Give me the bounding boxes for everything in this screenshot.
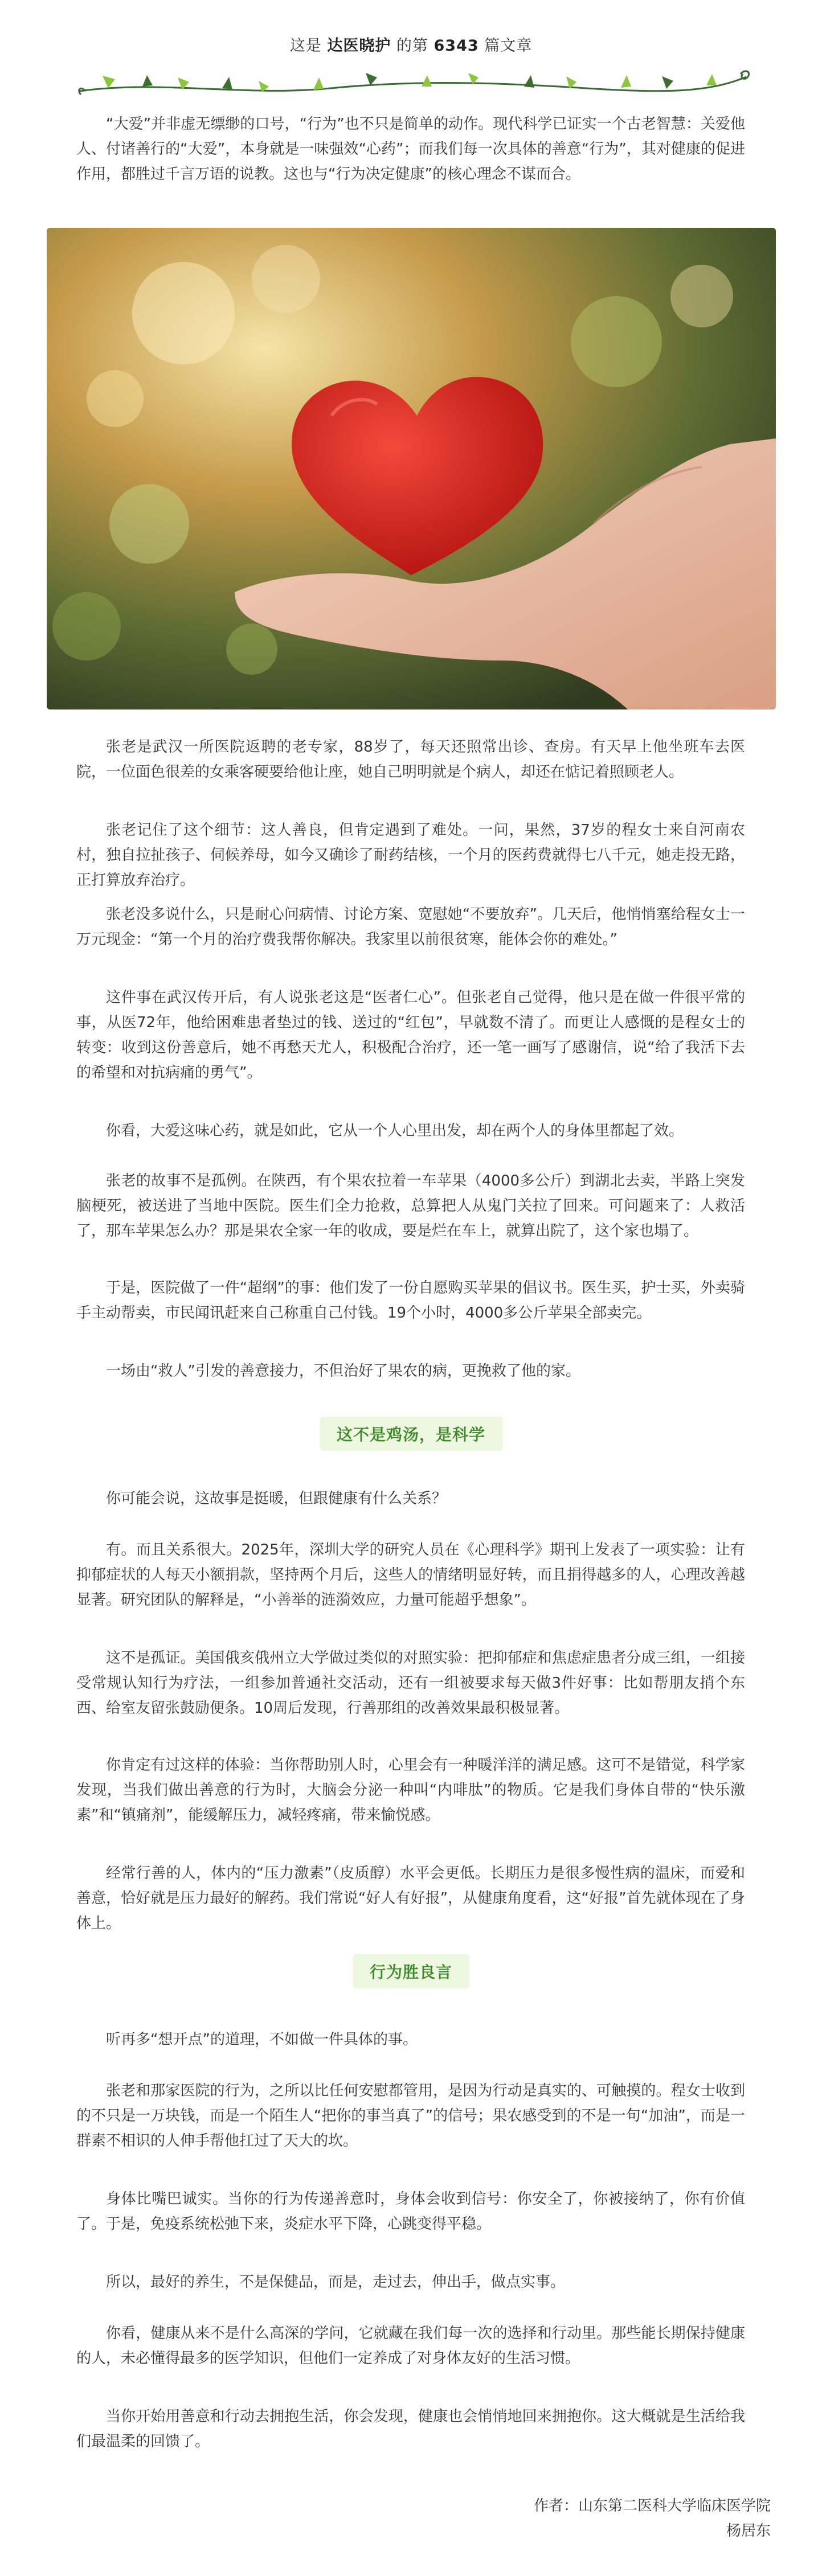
story-paragraph: 张老记住了这个细节：这人善良，但肯定遇到了难处。一问，果然，37岁的程女士来自河南农村，独自拉扯孩子、伺候养母，如今又确诊了耐药结核，一个月的医药费就得七八千元，她走投无路，正打算放弃治疗。: [76, 822, 745, 889]
story-paragraph: 张老没多说什么，只是耐心问病情、讨论方案、宽慰她“不要放弃”。几天后，他悄悄塞给程女士一万元现金：“第一个月的治疗费我帮你解决。我家里以前很贫寒，能体会你的难处。”: [76, 906, 745, 948]
author-name: 杨居东: [726, 2522, 771, 2540]
header-article-number: 6343: [434, 37, 479, 55]
article-header: [0, 33, 822, 55]
header-brand: 达医晓护: [327, 37, 391, 55]
story-paragraph: 这件事在武汉传开后，有人说张老这是“医者仁心”。但张老自己觉得，他只是在做一件很平常的事，从医72年，他给困难患者垫过的钱、送过的“红包”，早就数不清了。而更让人感慨的是程女士的转变：收到这份善意后，她不再愁天尤人，积极配合治疗，还一笔一画写了感谢信，说“给了我活下去的希望和对抗病痛的勇气”。: [76, 989, 745, 1081]
science-paragraph: 你肯定有过这样的体验：当你帮助别人时，心里会有一种暖洋洋的满足感。这可不是错觉，科学家发现，当我们做出善意的行为时，大脑会分泌一种叫“内啡肽”的物质。它是我们身体自带的“快乐激素”和“镇痛剂”，能缓解压力，减轻疼痛，带来愉悦感。: [76, 1757, 745, 1824]
science-paragraph: 有。而且关系很大。2025年，深圳大学的研究人员在《心理科学》期刊上发表了一项实验：让有抑郁症状的人每天小额捐款，坚持两个月后，这些人的情绪明显好转，而且捐得越多的人，心理改善越显著。研究团队的解释是，“小善举的涟漪效应，力量可能超乎想象”。: [76, 1541, 745, 1609]
story-paragraph: 于是，医院做了一件“超纲”的事：他们发了一份自愿购买苹果的倡议书。医生买，护士买，外卖骑手主动帮卖，市民闻讯赶来自己称重自己付钱。19个小时，4000多公斤苹果全部卖完。: [76, 1279, 745, 1322]
hero-image: [47, 228, 776, 709]
story-paragraph: 一场由“救人”引发的善意接力，不但治好了果农的病，更挽救了他的家。: [106, 1363, 580, 1380]
action-paragraph: 所以，最好的养生，不是保健品，而是，走过去，伸出手，做点实事。: [106, 2274, 566, 2291]
action-paragraph: 当你开始用善意和行动去拥抱生活，你会发现，健康也会悄悄地回来拥抱你。这大概就是生活给我们最温柔的回馈了。: [76, 2408, 745, 2450]
section-title-action: 行为胜良言: [353, 1954, 469, 1988]
hand-holding-heart-icon: [47, 228, 776, 709]
science-paragraph: 你可能会说，这故事是挺暖，但跟健康有什么关系？: [106, 1490, 447, 1507]
action-paragraph: 身体比嘴巴诚实。当你的行为传递善意时，身体会收到信号：你安全了，你被接纳了，你有价值了。于是，免疫系统松弛下来，炎症水平下降，心跳变得平稳。: [76, 2191, 745, 2233]
header-prefix: 这是: [289, 37, 322, 55]
action-paragraph: 你看，健康从来不是什么高深的学问，它就藏在我们每一次的选择和行动里。那些能长期保持健康的人，未必懂得最多的医学知识，但他们一定养成了对身体友好的生活习惯。: [76, 2325, 745, 2367]
section-title-science: 这不是鸡汤，是科学: [320, 1417, 502, 1451]
intro-paragraph: “大爱”并非虚无缥缈的口号，“行为”也不只是简单的动作。现代科学已证实一个古老智慧：关爱他人、付诸善行的“大爱”，本身就是一味强效“心药”；而我们每一次具体的善意“行为”，其对健康的促进作用，都胜过千言万语的说教。这也与“行为决定健康”的核心理念不谋而合。: [76, 116, 745, 183]
action-paragraph: 张老和那家医院的行为，之所以比任何安慰都管用，是因为行动是真实的、可触摸的。程女士收到的不只是一万块钱，而是一个陌生人“把你的事当真了”的信号；果农感受到的不是一句“加油”，而是一群素不相识的人伸手帮他扛过了天大的坎。: [76, 2082, 745, 2150]
science-paragraph: 这不是孤证。美国俄亥俄州立大学做过类似的对照实验：把抑郁症和焦虑症患者分成三组，一组接受常规认知行为疗法，一组参加普通社交活动，还有一组被要求每天做3件好事：比如帮朋友捎个东西、给室友留张鼓励便条。10周后发现，行善那组的改善效果最积极显著。: [76, 1650, 745, 1717]
vine-divider-icon: [74, 57, 758, 108]
story-paragraph: 张老的故事不是孤例。在陕西，有个果农拉着一车苹果（4000多公斤）到湖北去卖，半路上突发脑梗死，被送进了当地中医院。医生们全力抢救，总算把人从鬼门关拉了回来。可问题来了：人救活了，那车苹果怎么办？那是果农全家一年的收成，要是烂在车上，就算出院了，这个家也塌了。: [76, 1172, 745, 1240]
author-affiliation: 作者：山东第二医科大学临床医学院: [533, 2497, 771, 2515]
header-suffix: 篇文章: [484, 37, 533, 55]
science-paragraph: 经常行善的人，体内的“压力激素”（皮质醇）水平会更低。长期压力是很多慢性病的温床，而爱和善意，恰好就是压力最好的解药。我们常说“好人有好报”，从健康角度看，这“好报”首先就体现在了身体上。: [76, 1865, 745, 1932]
action-paragraph: 听再多“想开点”的道理，不如做一件具体的事。: [106, 2031, 418, 2048]
story-paragraph: 你看，大爱这味心药，就是如此，它从一个人心里出发，却在两个人的身体里都起了效。: [106, 1122, 684, 1139]
story-paragraph: 张老是武汉一所医院返聘的老专家，88岁了，每天还照常出诊、查房。有天早上他坐班车去医院，一位面色很差的女乘客硬要给他让座，她自己明明就是个病人，却还在惦记着照顾老人。: [76, 739, 745, 781]
header-middle: 的第: [396, 37, 428, 55]
